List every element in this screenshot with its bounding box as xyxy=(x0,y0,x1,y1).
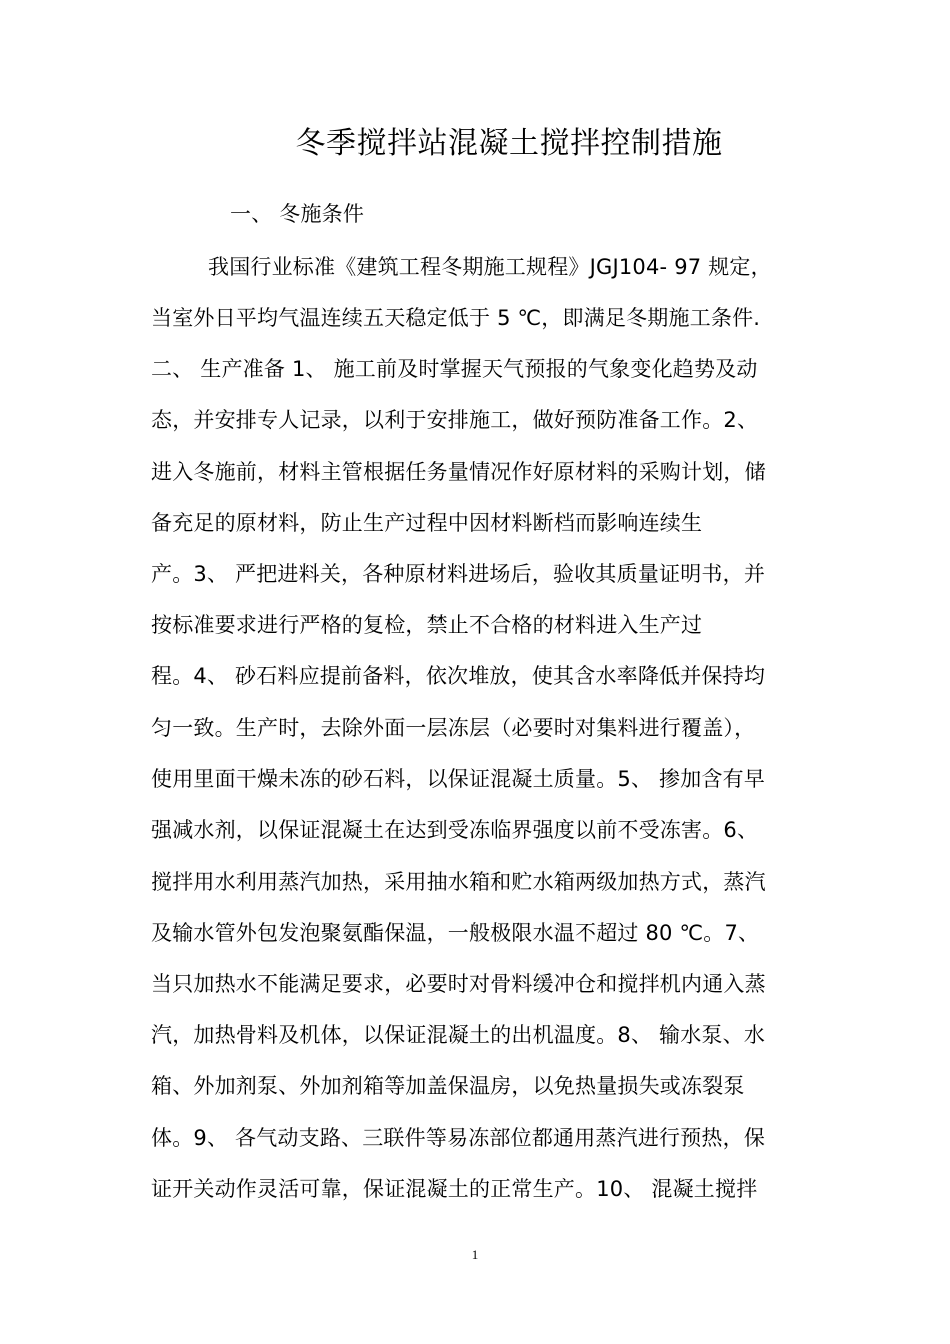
page-number: 1 xyxy=(471,1247,479,1262)
document-title: 冬季搅拌站混凝土搅拌控制措施 xyxy=(295,126,723,161)
body-line: 进入冬施前，材料主管根据任务量情况作好原材料的采购计划，储 xyxy=(151,460,766,484)
body-line: 程。4、 砂石料应提前备料，依次堆放，使其含水率降低并保持均 xyxy=(151,664,766,688)
section-heading: 一、 冬施条件 xyxy=(230,202,365,226)
body-line: 二、 生产准备 1、 施工前及时掌握天气预报的气象变化趋势及动 xyxy=(151,357,758,381)
body-line: 当室外日平均气温连续五天稳定低于 5 ℃，即满足冬期施工条件. xyxy=(151,306,761,330)
body-line: 箱、外加剂泵、外加剂箱等加盖保温房，以免热量损失或冻裂泵 xyxy=(151,1074,745,1098)
body-line: 备充足的原材料，防止生产过程中因材料断档而影响连续生 xyxy=(151,511,703,535)
body-line: 匀一致。生产时，去除外面一层冻层（必要时对集料进行覆盖）， xyxy=(151,716,756,740)
body-line: 体。9、 各气动支路、三联件等易冻部位都通用蒸汽进行预热，保 xyxy=(151,1126,766,1150)
body-line: 按标准要求进行严格的复检，禁止不合格的材料进入生产过 xyxy=(151,613,703,637)
body-line: 汽，加热骨料及机体，以保证混凝土的出机温度。8、 输水泵、水 xyxy=(151,1023,766,1047)
body-line: 使用里面干燥未冻的砂石料，以保证混凝土质量。5、 掺加含有早 xyxy=(151,767,766,791)
body-line: 当只加热水不能满足要求，必要时对骨料缓冲仓和搅拌机内通入蒸 xyxy=(151,972,766,996)
body-line: 我国行业标准《建筑工程冬期施工规程》JGJ104- 97 规定， xyxy=(208,255,772,279)
body-line: 搅拌用水利用蒸汽加热，采用抽水箱和贮水箱两级加热方式，蒸汽 xyxy=(151,870,766,894)
body-line: 强减水剂，以保证混凝土在达到受冻临界强度以前不受冻害。6、 xyxy=(151,818,759,842)
body-line: 证开关动作灵活可靠，保证混凝土的正常生产。10、 混凝土搅拌 xyxy=(151,1177,758,1201)
body-line: 及输水管外包发泡聚氨酯保温，一般极限水温不超过 80 ℃。7、 xyxy=(151,921,760,945)
body-line: 产。3、 严把进料关，各种原材料进场后，验收其质量证明书，并 xyxy=(151,562,766,586)
body-line: 态，并安排专人记录，以利于安排施工，做好预防准备工作。2、 xyxy=(151,408,759,432)
